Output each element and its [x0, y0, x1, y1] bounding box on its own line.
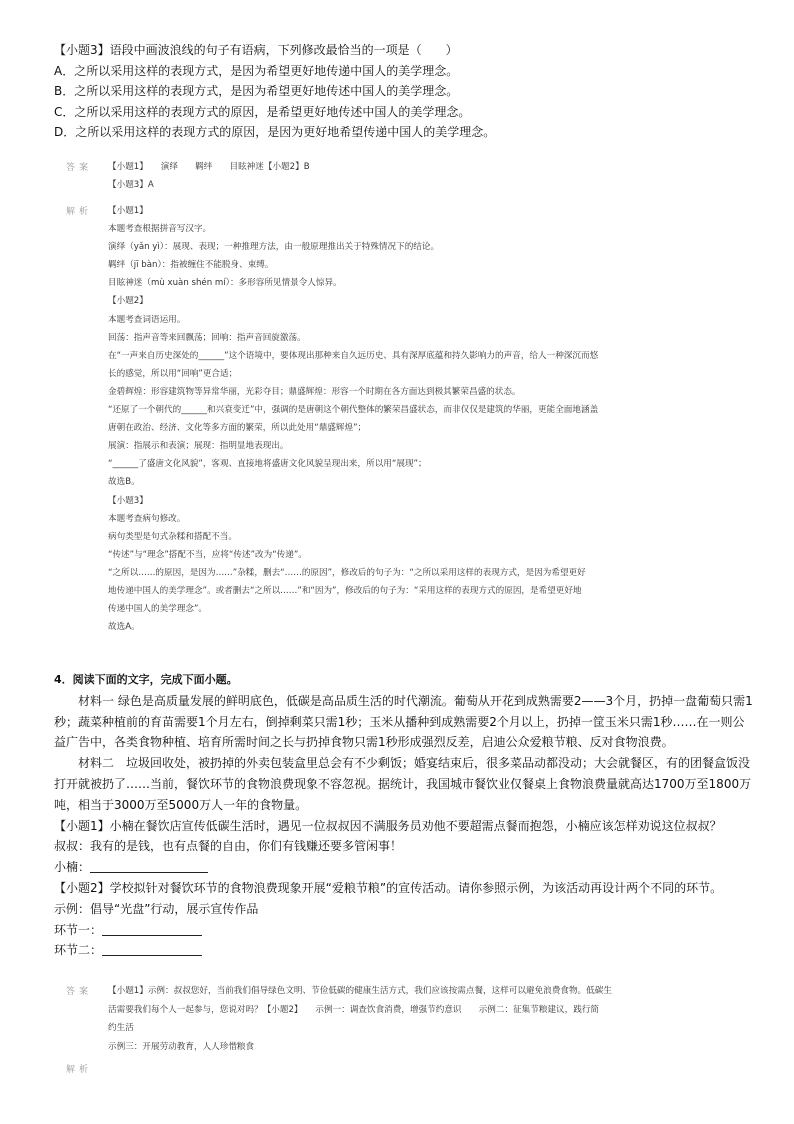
- link-1-blank[interactable]: [102, 923, 202, 936]
- option-b: B．之所以采用这样的表现方式，是因为希望更好地传述中国人的美学理念。: [54, 84, 459, 98]
- answer-line: 约生活: [108, 1023, 134, 1033]
- analysis-line: “之所以……的原因，是因为……”杂糅，删去“……的原因”，修改后的句子为：“之所以采用这样的表现方式，是因为希望更好: [108, 567, 586, 578]
- answer-line: 【小题1】示例：叔叔您好，当前我们倡导绿色文明、节俭低碳的健康生活方式，我们应该按需点餐，这样可以避免浪费食物。低碳生: [108, 986, 612, 996]
- analysis-line: “还原了一个朝代的______和兴衰变迁”中，强调的是唐朝这个朝代整体的繁荣昌盛状态，而非仅仅是建筑的华丽，更能全面地涵盖: [108, 405, 599, 416]
- sub-question-1: 【小题1】小楠在餐饮店宣传低碳生活时，遇见一位叔叔因不满服务员劝他不要超需点餐而抱怨，小楠应该怎样劝说这位叔叔？: [54, 818, 722, 833]
- analysis-line: 传递中国人的美学理念”。: [108, 604, 207, 615]
- answer-label: 答案: [66, 163, 93, 173]
- answer-line: 活需要我们每个人一起参与，您说对吗？【小题2】 示例一：调查饮食消费，增强节约意识 示例二：征集节粮建议，践行简: [108, 1004, 600, 1015]
- question-4-title: 4．阅读下面的文字，完成下面小题。: [54, 673, 238, 686]
- analysis-line: 回荡：指声音等来回飘荡；回响：指声音回旋激荡。: [108, 332, 306, 343]
- analysis-line: 【小题2】: [108, 296, 148, 307]
- xiaonan-answer-row: [54, 857, 754, 878]
- sub-question-2: 【小题2】学校拟针对餐饮环节的食物浪费现象开展“爱粮节粮”的宣传活动。请你参照示例，为该活动再设计两个不同的环节。: [54, 880, 723, 895]
- material-1: 材料一 绿色是高质量发展的鲜明底色，低碳是高品质生活的时代潮流。葡萄从开花到成熟需要2——3个月，扔掉一盘葡萄只需1秒；蔬菜种植前的育苗需要1个月左右，倒掉剩菜只需1秒；玉米从播种到成熟需要2个月以上，扔掉一筐玉米只需1秒……在一则公益广告中，各类食物种植、培育所需时间之长与扔掉食物只需1秒形成强烈反差，启迪公众爱粮节粮、反对食物浪费。: [54, 693, 753, 750]
- xiaonan-label: 小楠：: [54, 860, 91, 875]
- analysis-line: 展演：指展示和表演；展现：指明显地表现出。: [108, 441, 289, 452]
- analysis-label: 解析: [66, 207, 93, 217]
- example-line: 示例：倡导“光盘”行动，展示宣传作品: [54, 901, 259, 916]
- analysis-line: 羁绊（jī bàn）：指被缠住不能脱身、束缚。: [108, 260, 274, 271]
- analysis-line: 地传递中国人的美学理念”。或者删去“之所以……”和“因为”，修改后的句子为：“采用这样的表现方式的原因，是希望更好地: [108, 585, 582, 596]
- analysis-line: 本题考查根据拼音写汉字。: [108, 224, 212, 235]
- analysis-line: “______了盛唐文化风貌”，客观、直接地将盛唐文化风貌呈现出来，所以用“展现”；: [108, 459, 427, 470]
- analysis-line: 病句类型是句式杂糅和搭配不当。: [108, 531, 237, 542]
- link-2-label: 环节二：: [54, 943, 103, 958]
- analysis-line: 【小题1】: [108, 206, 148, 216]
- answer-line: 【小题1】 演绎 羁绊 目眩神迷【小题2】B: [108, 162, 310, 172]
- question-3-stem: 【小题3】语段中画波浪线的句子有语病，下列修改最恰当的一项是（ ）: [54, 43, 458, 57]
- link-2-blank[interactable]: [102, 943, 202, 956]
- link-1-label: 环节一：: [54, 922, 103, 937]
- analysis-line: 长的感觉，所以用“回响”更合适；: [108, 368, 238, 379]
- analysis-line: 故选A。: [108, 622, 140, 633]
- analysis-block-1: [66, 202, 746, 642]
- answer-block-2: [66, 982, 746, 1062]
- analysis-line: 演绎（yǎn yì）：展现、表现；一种推理方法，由一般原理推出关于特殊情况下的结论。: [108, 242, 440, 253]
- xiaonan-answer-blank[interactable]: [90, 860, 208, 873]
- analysis-line: 金碧辉煌：形容建筑物等异常华丽，光彩夺目；鼎盛辉煌：形容一个时期在各方面达到极其繁荣昌盛的状态。: [108, 386, 521, 397]
- analysis-line: 在“一声来自历史深处的______”这个语境中，要体现出那种来自久远历史、具有深厚底蕴和持久影响力的声音，给人一种深沉而悠: [108, 350, 599, 361]
- analysis-label: 解析: [66, 1065, 93, 1075]
- material-2: 材料二 垃圾回收处，被扔掉的外卖包装盒里总会有不少剩饭；婚宴结束后，很多菜品动都没动；大会就餐区，有的团餐盒饭没打开就被扔了……当前，餐饮环节的食物浪费现象不容忽视。据统计，我国城市餐饮业仅餐桌上食物浪费量就高达1700万至1800万吨，相当于3000万至5000万人一年的食物量。: [54, 756, 752, 812]
- question-4: [54, 670, 754, 961]
- option-c: C．之所以采用这样的表现方式的原因，是希望更好地传述中国人的美学理念。: [54, 104, 471, 119]
- option-d: D．之所以采用这样的表现方式的原因，是因为更好地希望传递中国人的美学理念。: [54, 125, 496, 139]
- analysis-line: 本题考查词语运用。: [108, 314, 186, 325]
- analysis-line: 本题考查病句修改。: [108, 513, 186, 524]
- analysis-line: 目眩神迷（mù xuàn shén mí）：多形容所见情景令人惊异。: [108, 278, 342, 289]
- analysis-line: 唐朝在政治、经济、文化等多方面的繁荣，所以此处用“鼎盛辉煌”；: [108, 423, 367, 434]
- answer-line: 【小题3】A: [108, 180, 154, 191]
- uncle-line: 叔叔：我有的是钱，也有点餐的自由，你们有钱赚还要多管闲事！: [54, 839, 403, 854]
- answer-label: 答案: [66, 987, 93, 997]
- analysis-block-2: [66, 1060, 746, 1080]
- answer-line: 示例三：开展劳动教育，人人珍惜粮食: [108, 1041, 255, 1052]
- answer-body: [108, 982, 748, 1056]
- analysis-line: 故选B。: [108, 477, 140, 488]
- option-a: A．之所以采用这样的表现方式，是因为希望更好地传递中国人的美学理念。: [54, 63, 459, 78]
- analysis-body: [108, 202, 748, 636]
- link-1-row: [54, 920, 754, 941]
- answer-block-1: [66, 158, 746, 198]
- analysis-line: 【小题3】: [108, 495, 148, 506]
- link-2-row: [54, 940, 754, 961]
- question-3: [54, 40, 754, 143]
- analysis-line: “传述”与“理念”搭配不当，应将“传述”改为“传递”。: [108, 549, 307, 560]
